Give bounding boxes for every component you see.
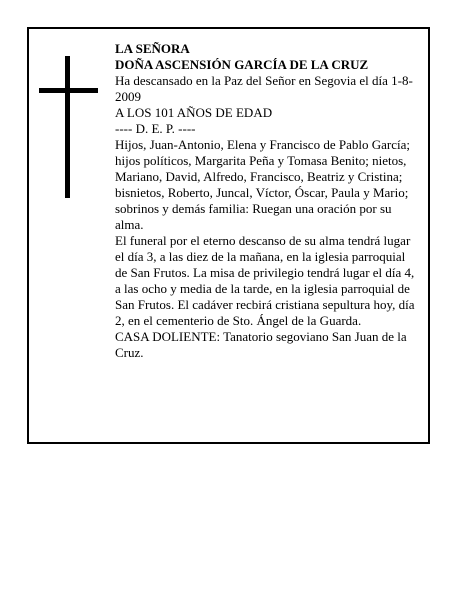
cross-icon bbox=[39, 56, 99, 198]
rip-line: ---- D. E. P. ---- bbox=[115, 121, 196, 136]
notice-title: LA SEÑORA bbox=[115, 41, 190, 56]
age-statement: A LOS 101 AÑOS DE EDAD bbox=[115, 105, 273, 120]
cross-horizontal-bar bbox=[39, 88, 98, 93]
deceased-name: DOÑA ASCENSIÓN GARCÍA DE LA CRUZ bbox=[115, 57, 369, 72]
family-paragraph: Hijos, Juan-Antonio, Elena y Francisco de Pablo García; hijos políticos, Margarita Peña y Tomasa Benito; nietos, Mariano, David, Alfredo, Francisco, Beatriz y Cristina; bisnietos, Roberto, Juncal, Víctor, Óscar, Paula y Mario; sobrinos y demás familia: Ruegan una oración por su alma. bbox=[115, 137, 410, 232]
obituary-text bbox=[115, 41, 415, 361]
funeral-paragraph: El funeral por el eterno descanso de su alma tendrá lugar el día 3, a las diez de la mañana, en la iglesia parroquial de San Frutos. La misa de privilegio tendrá lugar el día 4, a las ocho y media de la tarde, en la iglesia parroquial de San Frutos. El cadáver recbirá cristiana sepultura hoy, día 2, en el cementerio de Sto. Ángel de la Guarda. bbox=[115, 233, 415, 328]
obituary-notice bbox=[27, 27, 430, 444]
mourning-house: CASA DOLIENTE: Tanatorio segoviano San Juan de la Cruz. bbox=[115, 329, 407, 360]
death-statement: Ha descansado en la Paz del Señor en Segovia el día 1-8-2009 bbox=[115, 73, 413, 104]
cross-vertical-bar bbox=[65, 56, 70, 198]
